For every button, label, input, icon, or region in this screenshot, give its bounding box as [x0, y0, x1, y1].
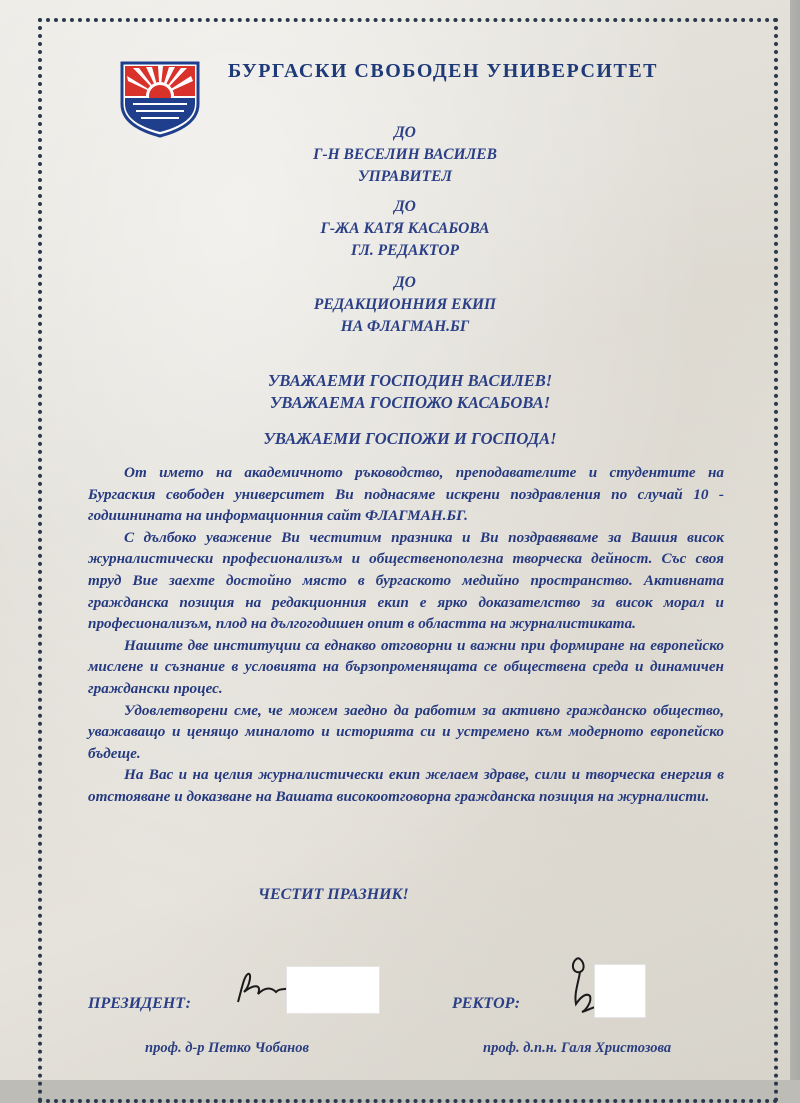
greeting-line-3: УВАЖАЕМИ ГОСПОЖИ И ГОСПОДА!	[263, 429, 557, 448]
paragraph: От името на академичното ръководство, преподавателите и студентите на Бургаския свободен университет Ви поднасяме искрени поздравления по случай 10 - годишнината на информационния сайт ФЛАГМАН.БГ.	[88, 464, 724, 525]
paragraph: Удовлетворени сме, че можем заедно да работим за активно гражданско общество, уважаващо и ценящо миналото и историята си и устремено към модерното европейско бъдеще.	[88, 701, 724, 762]
president-name: проф. д-р Петко Чобанов	[145, 1040, 309, 1056]
greeting-line-1: УВАЖАЕМИ ГОСПОДИН ВАСИЛЕВ!	[267, 371, 553, 390]
rector-label: РЕКТОР:	[452, 995, 521, 1012]
recipient-name: РЕДАКЦИОННИЯ ЕКИП	[313, 296, 497, 313]
recipient-to: ДО	[394, 274, 416, 291]
recipient-role: УПРАВИТЕЛ	[357, 168, 453, 185]
recipient-name: Г-Н ВЕСЕЛИН ВАСИЛЕВ	[313, 146, 497, 163]
redaction-box	[286, 966, 380, 1014]
paragraph: С дълбоко уважение Ви честитим празника и Ви поздравяваме за Вашия висок журналистически професионализъм и общественополезна творческа дейност. Със своя труд Вие заехте достойно място в бургаското медийно пространство. Активната гражданска позиция на редакционния екип е ярко доказателство за висок морал и професионализъм, плод на дългогодишен опит в областта на журналистиката.	[88, 528, 724, 633]
rector-name: проф. д.п.н. Галя Христозова	[483, 1040, 672, 1056]
university-crest-icon	[119, 60, 201, 138]
recipient-to: ДО	[394, 198, 416, 215]
recipient-role: ГЛ. РЕДАКТОР	[350, 242, 460, 259]
greeting-line-2: УВАЖАЕМА ГОСПОЖО КАСАБОВА!	[269, 393, 551, 412]
university-title: БУРГАСКИ СВОБОДЕН УНИВЕРСИТЕТ	[228, 60, 659, 82]
paragraph: Нашите две институции са еднакво отговорни и важни при формиране на европейско мислене и съзнание в условията на бързопроменящата се обществена среда и динамичен граждански процес.	[88, 636, 724, 697]
recipient-role: НА ФЛАГМАН.БГ	[340, 318, 470, 335]
president-label: ПРЕЗИДЕНТ:	[88, 995, 191, 1012]
recipient-name: Г-ЖА КАТЯ КАСАБОВА	[320, 220, 490, 237]
recipient-block-team	[230, 272, 580, 338]
recipient-block-manager	[230, 122, 580, 188]
closing-line: ЧЕСТИТ ПРАЗНИК!	[258, 886, 409, 903]
paragraph: На Вас и на целия журналистически екип желаем здраве, сили и творческа енергия в отстояване и доказване на Вашата високоотговорна гражданска позиция на журналисти.	[88, 766, 724, 805]
redaction-box	[594, 964, 646, 1018]
recipient-to: ДО	[394, 124, 416, 141]
president-signature	[232, 968, 292, 1008]
recipient-block-editor	[230, 196, 580, 262]
letter-body	[88, 462, 724, 808]
